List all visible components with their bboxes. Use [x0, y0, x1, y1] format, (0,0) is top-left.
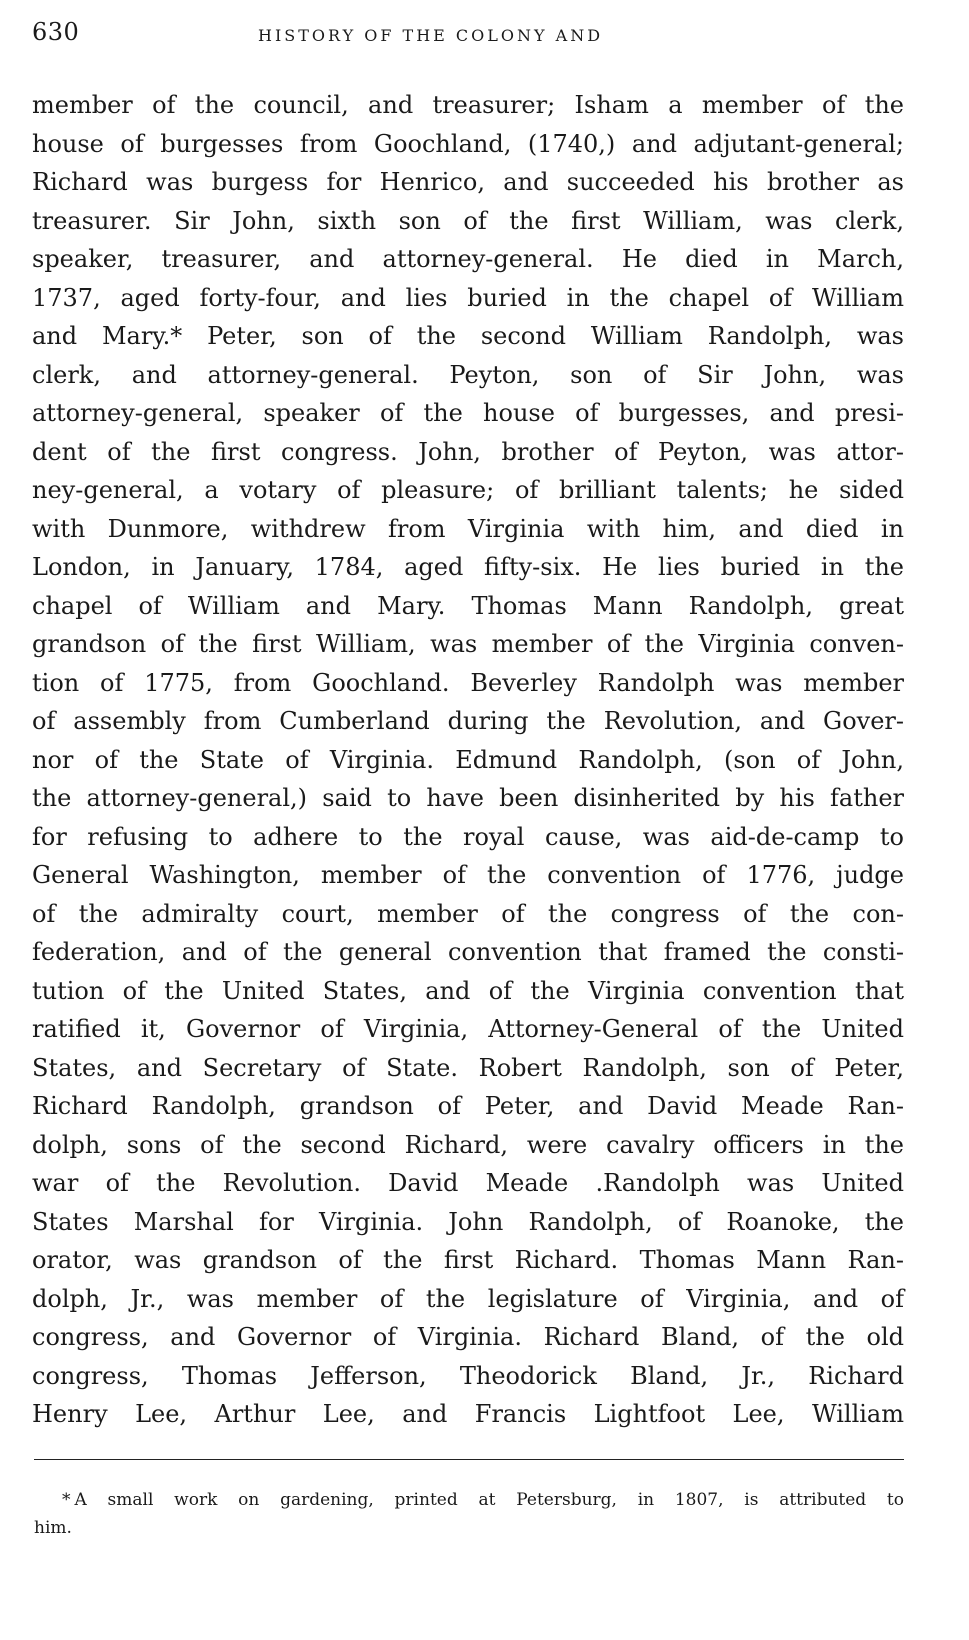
- text-line: General Washington, member of the convention of 1776, judge: [32, 861, 904, 889]
- text-line: for refusing to adhere to the royal cause, was aid-de-camp to: [32, 822, 904, 851]
- running-title: HISTORY OF THE COLONY AND: [258, 26, 604, 45]
- text-line: the attorney-general,) said to have been disinherited by his father: [32, 784, 904, 812]
- text-line: orator, was grandson of the first Richard. Thomas Mann Ran-: [32, 1246, 904, 1274]
- text-line: Richard Randolph, grandson of Peter, and David Meade Ran-: [32, 1092, 904, 1120]
- text-line: grandson of the first William, was member of the Virginia conven-: [32, 630, 904, 658]
- text-line: Richard was burgess for Henrico, and succeeded his brother as: [32, 168, 904, 196]
- text-line: States Marshal for Virginia. John Randolph, of Roanoke, the: [32, 1207, 904, 1236]
- text-line: attorney-general, speaker of the house of burgesses, and presi-: [32, 399, 904, 427]
- text-line: and Mary.* Peter, son of the second William Randolph, was: [32, 322, 904, 350]
- footnote-text: A small work on gardening, printed at Petersburg, in 1807, is attributed to: [74, 1490, 904, 1510]
- text-line: ratified it, Governor of Virginia, Attorney-General of the United: [32, 1015, 904, 1043]
- text-line: chapel of William and Mary. Thomas Mann Randolph, great: [32, 591, 904, 620]
- text-line: house of burgesses from Goochland, (1740,) and adjutant-general;: [32, 129, 904, 158]
- text-line: treasurer. Sir John, sixth son of the first William, was clerk,: [32, 206, 904, 235]
- footnote-line: [34, 1486, 904, 1514]
- footnote: [34, 1486, 904, 1542]
- text-line: with Dunmore, withdrew from Virginia with him, and died in: [32, 514, 904, 543]
- text-line: of the admiralty court, member of the congress of the con-: [32, 899, 904, 928]
- footnote-divider: [34, 1459, 904, 1460]
- text-line: congress, Thomas Jefferson, Theodorick Bland, Jr., Richard: [32, 1361, 904, 1390]
- text-line: States, and Secretary of State. Robert Randolph, son of Peter,: [32, 1053, 904, 1082]
- footnote-line: him.: [34, 1518, 72, 1538]
- text-line: tion of 1775, from Goochland. Beverley Randolph was member: [32, 668, 904, 697]
- text-line: dolph, Jr., was member of the legislature of Virginia, and of: [32, 1284, 904, 1313]
- text-line: ney-general, a votary of pleasure; of brilliant talents; he sided: [32, 476, 904, 504]
- running-head: [32, 18, 932, 52]
- text-line: dent of the first congress. John, brother of Peyton, was attor-: [32, 437, 904, 466]
- footnote-marker: *: [62, 1490, 71, 1510]
- text-line: dolph, sons of the second Richard, were cavalry officers in the: [32, 1130, 904, 1159]
- text-line: member of the council, and treasurer; Isham a member of the: [32, 91, 904, 119]
- text-line: federation, and of the general convention that framed the consti-: [32, 938, 904, 966]
- text-line: Henry Lee, Arthur Lee, and Francis Lightfoot Lee, William: [32, 1400, 904, 1428]
- text-line: clerk, and attorney-general. Peyton, son of Sir John, was: [32, 360, 904, 389]
- text-line: tution of the United States, and of the Virginia convention that: [32, 976, 904, 1005]
- text-line: speaker, treasurer, and attorney-general. He died in March,: [32, 245, 904, 273]
- text-line: of assembly from Cumberland during the Revolution, and Gover-: [32, 707, 904, 735]
- page-number: 630: [32, 18, 80, 46]
- text-line: London, in January, 1784, aged fifty-six. He lies buried in the: [32, 553, 904, 581]
- text-line: war of the Revolution. David Meade .Randolph was United: [32, 1169, 904, 1197]
- text-line: congress, and Governor of Virginia. Richard Bland, of the old: [32, 1323, 904, 1351]
- body-text: [32, 86, 904, 1434]
- text-line: nor of the State of Virginia. Edmund Randolph, (son of John,: [32, 745, 904, 774]
- text-line: 1737, aged forty-four, and lies buried in the chapel of William: [32, 283, 904, 312]
